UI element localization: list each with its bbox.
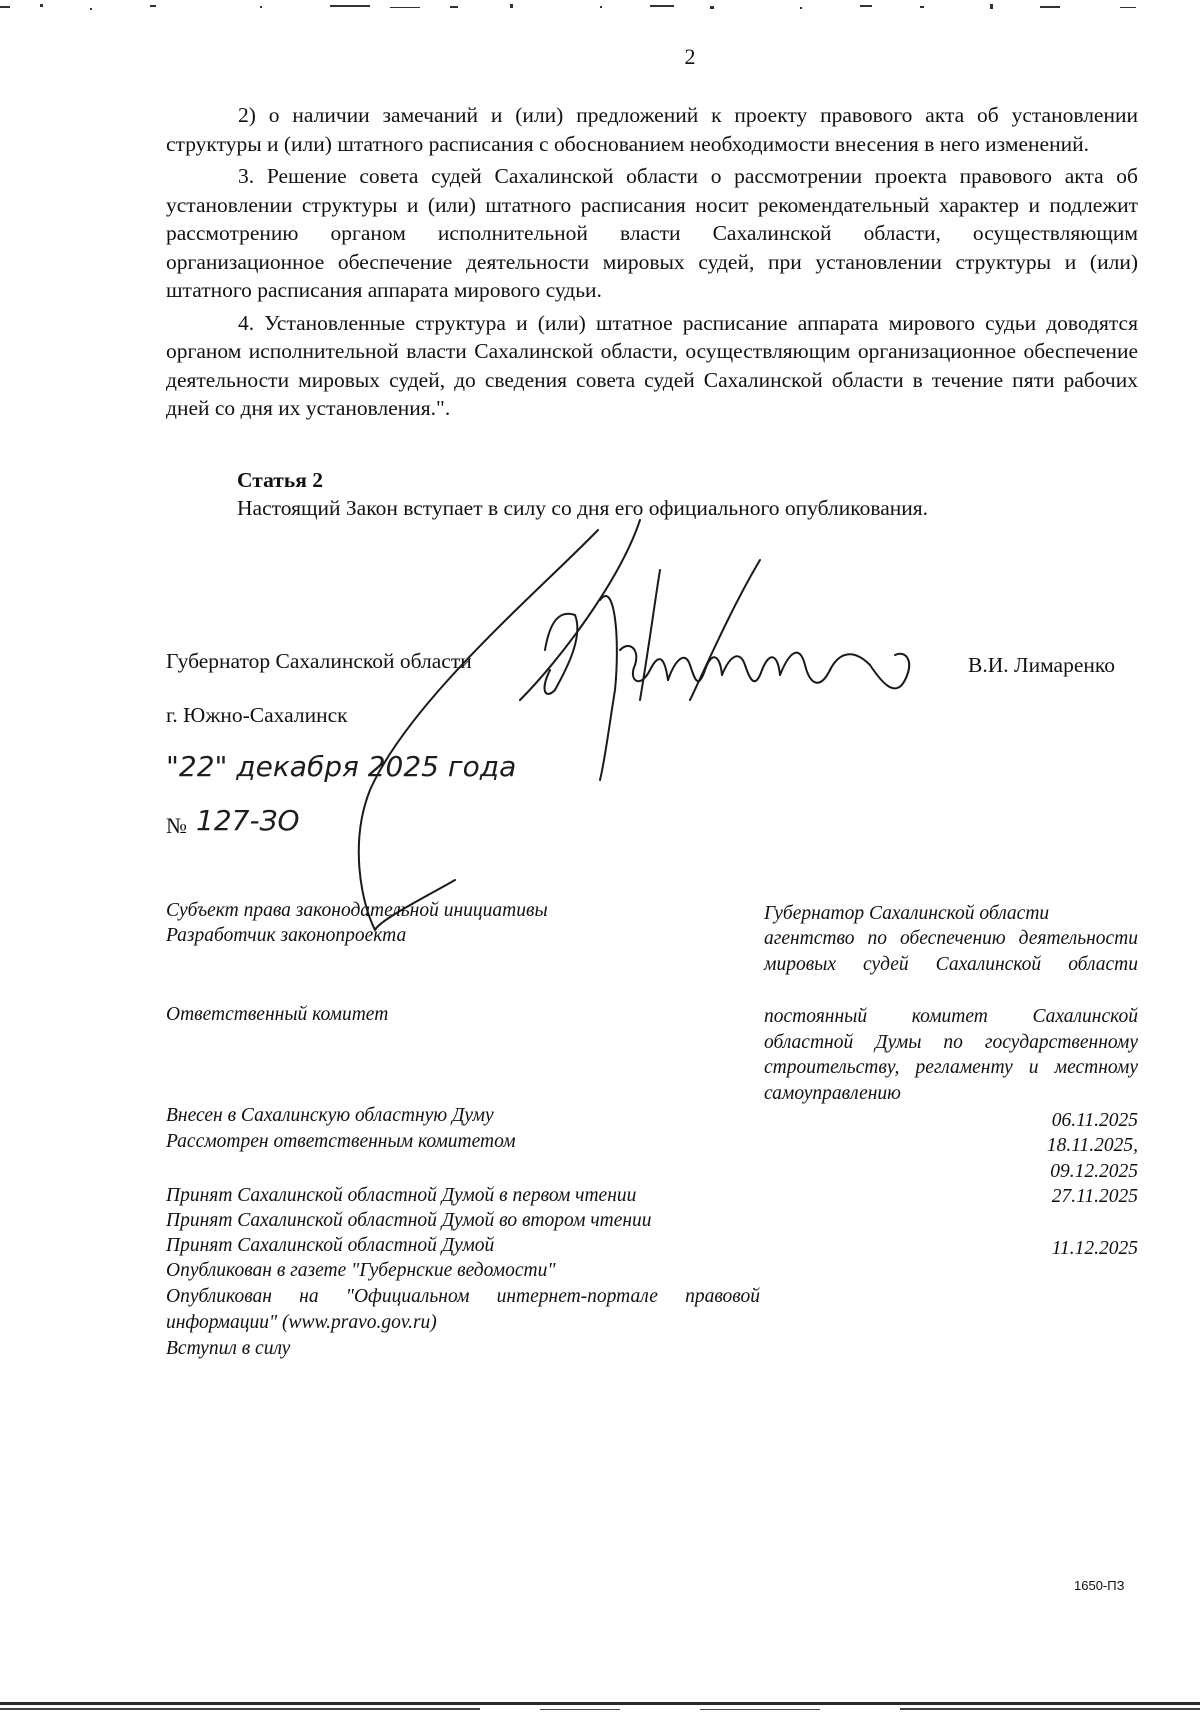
page-number: 2 [684, 44, 696, 69]
paragraph-3: 3. Решение совета судей Сахалинской области о рассмотрении проекта правового акта об установлении структуры и (или) штатного расписания носит рекомендательный характер и подлежит рассмотрению органом исполнительной власти Сахалинской области, осуществляющим организационное обеспечение деятельности мировых судей, при установлении структуры и (или) штатного расписания аппарата мирового судьи. [166, 164, 1138, 302]
published-newspaper-label: Опубликован в газете "Губернские ведомости" [166, 1260, 556, 1281]
paragraph-4: 4. Установленные структура и (или) штатное расписание аппарата мирового судьи доводятся органом исполнительной власти Сахалинской области, осуществляющим организационное обеспечение деятельности мировых судей, до сведения совета судей Сахалинской области в течение пяти рабочих дней со дня их установления.". [166, 310, 1138, 420]
handwritten-date: "22" декабря 2025 года [166, 750, 517, 783]
law-text-continuation [166, 101, 1138, 423]
committee-label: Ответственный комитет [166, 1004, 389, 1025]
signer-position: Губернатор Сахалинской области [166, 649, 472, 673]
submitted-label: Внесен в Сахалинскую областную Думу [166, 1105, 494, 1126]
article-2-title: Статья 2 [237, 468, 323, 492]
form-code: 1650-ПЗ [1074, 1578, 1125, 1593]
developer-label: Разработчик законопроекта [166, 925, 407, 946]
first-reading-label: Принят Сахалинской областной Думой в первом чтении [166, 1185, 637, 1206]
law-number-prefix: № [166, 813, 187, 838]
committee-value: постоянный комитет Сахалинской областной Думы по государственному строительству, регламенту и местному самоуправлению [764, 1006, 1138, 1104]
subject-value: Губернатор Сахалинской области [764, 903, 1050, 924]
paragraph-item-2: 2) о наличии замечаний и (или) предложений к проекту правового акта об установлении структуры и (или) штатного расписания с обоснованием необходимости внесения в него изменений. [166, 103, 1138, 156]
first-reading-date: 27.11.2025 [1051, 1186, 1138, 1207]
signer-name: В.И. Лимаренко [968, 653, 1115, 677]
reviewed-label: Рассмотрен ответственным комитетом [166, 1131, 516, 1152]
signing-city: г. Южно-Сахалинск [166, 703, 348, 727]
subject-label: Субъект права законодательной инициативы [166, 900, 548, 921]
handwritten-law-number: 127-ЗО [196, 804, 300, 837]
adopted-label: Принят Сахалинской областной Думой [166, 1235, 495, 1256]
submitted-date: 06.11.2025 [1051, 1110, 1138, 1131]
article-2 [237, 466, 1137, 522]
reviewed-date-2: 09.12.2025 [1050, 1161, 1138, 1182]
article-2-text: Настоящий Закон вступает в силу со дня его официального опубликования. [237, 496, 929, 520]
reviewed-date-1: 18.11.2025, [1046, 1135, 1138, 1156]
in-force-label: Вступил в силу [166, 1338, 291, 1359]
scan-artifact-bottom [0, 1682, 1200, 1716]
scan-artifact-top [0, 0, 1200, 14]
published-portal-label: Опубликован на "Официальном интернет-портале правовой информации" (www.pravo.gov.ru) [166, 1286, 760, 1333]
adopted-date: 11.12.2025 [1051, 1238, 1138, 1259]
developer-value: агентство по обеспечению деятельности мировых судей Сахалинской области [764, 928, 1138, 975]
second-reading-label: Принят Сахалинской областной Думой во втором чтении [166, 1210, 652, 1231]
